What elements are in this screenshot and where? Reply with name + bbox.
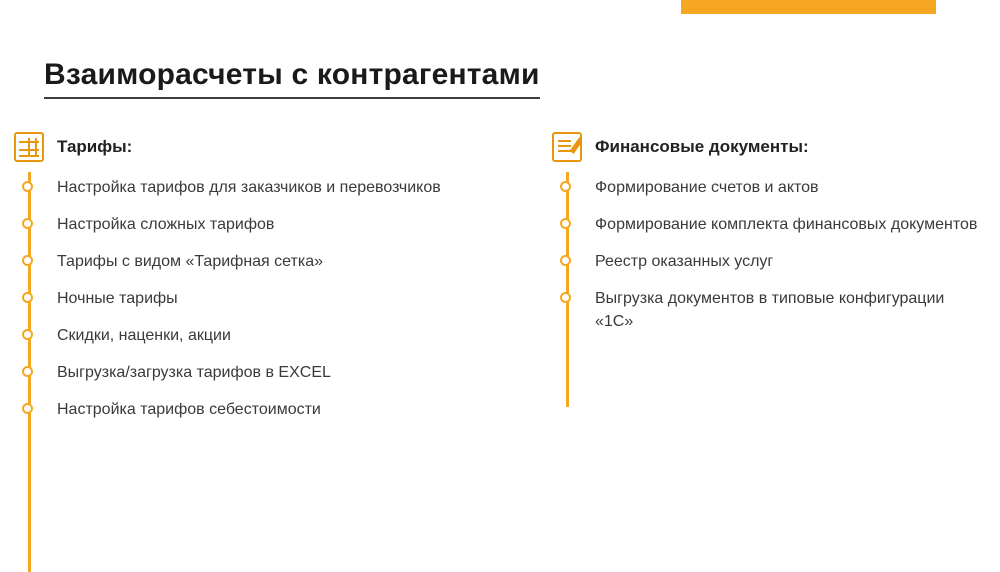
column-header-tariffs (14, 128, 484, 166)
list-item-label: Тарифы с видом «Тарифная сетка» (57, 253, 323, 270)
list-item-label: Формирование комплекта финансовых документов (595, 216, 978, 233)
list-item-label: Ночные тарифы (57, 290, 178, 307)
timeline-dot-icon (14, 246, 44, 276)
list-item-label: Настройка сложных тарифов (57, 216, 275, 233)
column-finance-documents (552, 128, 982, 333)
column-header-finance (552, 128, 982, 166)
list-item (14, 209, 484, 246)
list-item (14, 172, 484, 209)
list-item-label: Настройка тарифов для заказчиков и перевозчиков (57, 179, 441, 196)
list-item-label: Скидки, наценки, акции (57, 327, 231, 344)
timeline-dot-icon (14, 320, 44, 350)
timeline-dot-icon (14, 394, 44, 424)
list-item (552, 283, 982, 333)
list-item (552, 246, 982, 283)
column-tariffs (14, 128, 484, 431)
timeline-dot-icon (14, 172, 44, 202)
timeline-dot-icon (552, 246, 582, 276)
table-grid-icon (14, 132, 44, 162)
column-title-tariffs: Тарифы: (57, 137, 133, 156)
timeline-dot-icon (14, 357, 44, 387)
list-item (14, 320, 484, 357)
timeline-finance (552, 172, 982, 333)
timeline-tariffs (14, 172, 484, 431)
timeline-dot-icon (14, 283, 44, 313)
list-item (14, 246, 484, 283)
column-title-finance: Финансовые документы: (595, 137, 809, 156)
document-pen-icon (552, 132, 582, 162)
list-item (14, 394, 484, 431)
timeline-dot-icon (552, 172, 582, 202)
list-item (14, 357, 484, 394)
list-item-label: Реестр оказанных услуг (595, 253, 774, 270)
list-item-label: Формирование счетов и актов (595, 179, 819, 196)
page-title: Взаиморасчеты с контрагентами (44, 58, 540, 99)
list-item-label: Настройка тарифов себестоимости (57, 401, 321, 418)
list-item (552, 172, 982, 209)
list-item-label: Выгрузка документов в типовые конфигурации «1С» (595, 290, 945, 330)
timeline-dot-icon (14, 209, 44, 239)
timeline-dot-icon (552, 209, 582, 239)
list-item (552, 209, 982, 246)
list-item (14, 283, 484, 320)
timeline-dot-icon (552, 283, 582, 313)
top-accent-bar (681, 0, 936, 14)
list-item-label: Выгрузка/загрузка тарифов в EXCEL (57, 364, 331, 381)
